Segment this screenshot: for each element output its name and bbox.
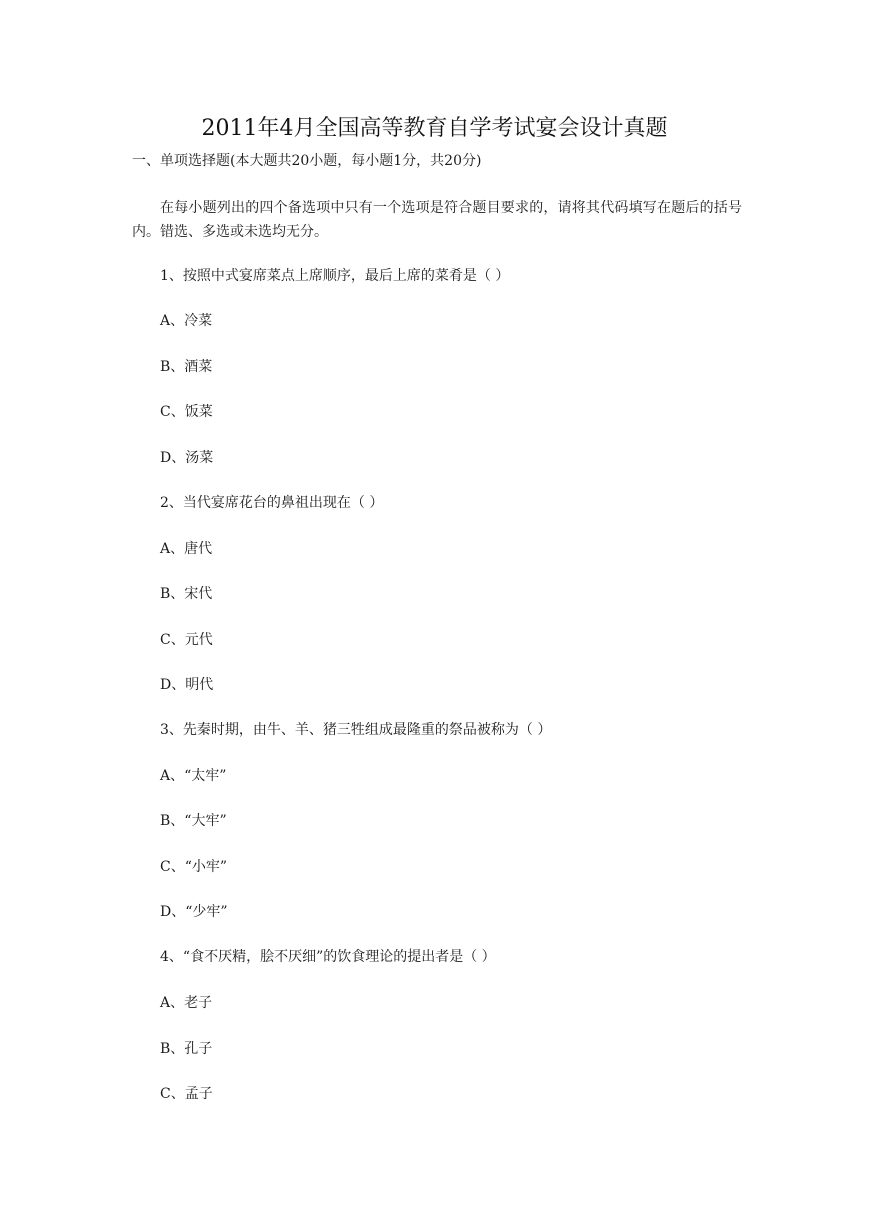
question-stem: 3、先秦时期，由牛、羊、猪三牲组成最隆重的祭品被称为（ ） (160, 722, 552, 738)
question-stem: 1、按照中式宴席菜点上席顺序，最后上席的菜肴是（ ） (160, 268, 510, 284)
question-option: A、唐代 (160, 541, 213, 557)
question-option: D、“少牢” (160, 904, 228, 920)
question-option: B、“大牢” (160, 813, 227, 829)
question-option: B、宋代 (160, 586, 213, 602)
question-stem: 2、当代宴席花台的鼻祖出现在（ ） (160, 495, 384, 511)
question-option: D、明代 (160, 677, 214, 693)
question-option: B、酒菜 (160, 359, 213, 375)
instructions-paragraph: 在每小题列出的四个备选项中只有一个选项是符合题目要求的，请将其代码填写在题后的括号内。错选、多选或未选均无分。 (132, 200, 742, 240)
question-option: B、孔子 (160, 1041, 213, 1057)
question-option: A、老子 (160, 995, 213, 1011)
question-option: C、饭菜 (160, 404, 213, 420)
question-option: C、元代 (160, 632, 213, 648)
section-header: 一、单项选择题(本大题共20小题，每小题1分，共20分) (132, 153, 482, 169)
question-option: A、“太牢” (160, 768, 227, 784)
question-option: C、“小牢” (160, 859, 228, 875)
question-option: C、孟子 (160, 1086, 213, 1102)
question-option: A、冷菜 (160, 313, 213, 329)
document-title: 2011年4月全国高等教育自学考试宴会设计真题 (201, 116, 668, 141)
question-stem: 4、“食不厌精，脍不厌细”的饮食理论的提出者是（ ） (160, 949, 496, 965)
question-option: D、汤菜 (160, 450, 214, 466)
